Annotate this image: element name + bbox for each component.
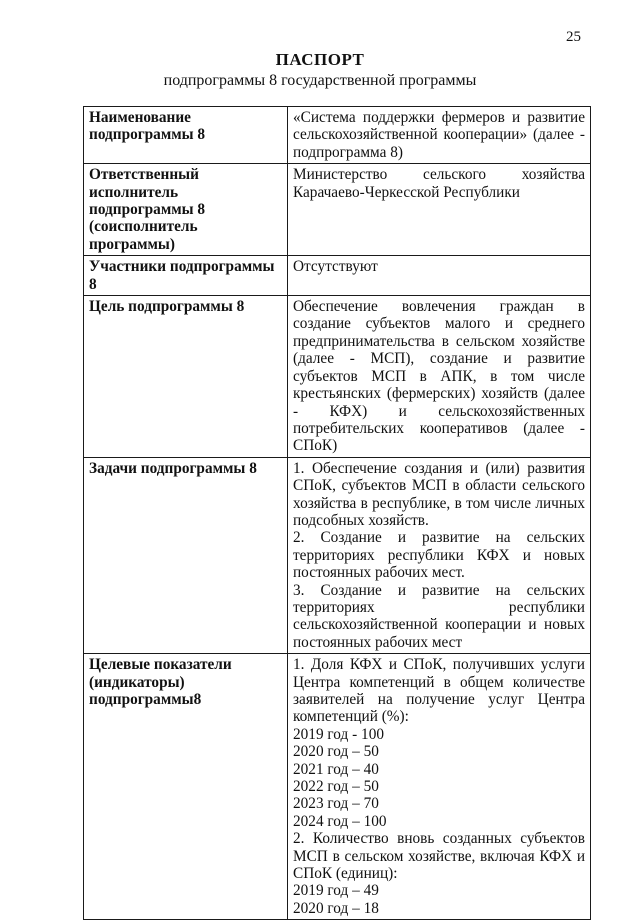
task-item: 3. Создание и развитие на сельских территориях республики сельскохозяйственной кооперации и новых постоянных рабочих мест — [293, 581, 585, 651]
indicator-year-value: 2019 год - 100 — [293, 725, 384, 743]
passport-table — [83, 106, 591, 920]
row-value-list — [288, 654, 591, 920]
row-value-list — [288, 457, 591, 653]
page-number: 25 — [566, 29, 581, 45]
row-value: Отсутствуют — [288, 256, 591, 296]
row-value: Министерство сельского хозяйства Карачаево-Черкесской Республики — [288, 164, 591, 256]
indicator-year-value: 2020 год – 50 — [293, 743, 379, 761]
indicator-year-value: 2019 год – 49 — [293, 882, 379, 900]
row-label: Задачи подпрограммы 8 — [84, 457, 288, 653]
row-value: «Система поддержки фермеров и развитие сельскохозяйственной кооперации» (далее - подпрограмма 8) — [288, 107, 591, 164]
table-row — [84, 654, 591, 920]
row-label: Участники подпрограммы 8 — [84, 256, 288, 296]
row-label: Цель подпрограммы 8 — [84, 296, 288, 458]
page-title: ПАСПОРТ — [275, 50, 365, 69]
page-subtitle: подпрограммы 8 государственной программы — [163, 72, 477, 89]
row-label: Ответственный исполнитель подпрограммы 8 (соисполнитель программы) — [84, 164, 288, 256]
table-row — [84, 296, 591, 458]
table-row — [84, 256, 591, 296]
task-item: 2. Создание и развитие на сельских территориях республики КФХ и новых постоянных рабочих мест. — [293, 529, 585, 582]
indicator-year-value: 2021 год – 40 — [293, 760, 379, 778]
row-label: Целевые показатели (индикаторы) подпрограммы8 — [84, 654, 288, 920]
table-row — [84, 457, 591, 653]
indicator-year-value: 2024 год – 100 — [293, 812, 387, 830]
table-row — [84, 164, 591, 256]
indicator-item: 1. Доля КФХ и СПоК, получивших услуги Центра компетенций в общем количестве заявителей на получение услуг Центра компетенций (%): — [293, 656, 585, 726]
row-value: Обеспечение вовлечения граждан в создание субъектов малого и среднего предпринимательства в сельском хозяйстве (далее - МСП), создание и развитие субъектов МСП в АПК, в том числе крестьянских (фермерских) хозяйств (далее - КФХ) и сельскохозяйственных потребительских кооперативов (далее - СПоК) — [288, 296, 591, 458]
indicator-year-value: 2022 год – 50 — [293, 778, 379, 796]
table-row — [84, 107, 591, 164]
task-item: 1. Обеспечение создания и (или) развития СПоК, субъектов МСП в области сельского хозяйства в республике, в том числе личных подсобных хозяйств. — [293, 459, 585, 529]
indicator-item: 2. Количество вновь созданных субъектов МСП в сельском хозяйстве, включая КФХ и СПоК (единиц): — [293, 830, 585, 883]
row-label: Наименование подпрограммы 8 — [84, 107, 288, 164]
indicator-year-value: 2023 год – 70 — [293, 795, 379, 813]
indicator-year-value: 2020 год – 18 — [293, 899, 379, 917]
